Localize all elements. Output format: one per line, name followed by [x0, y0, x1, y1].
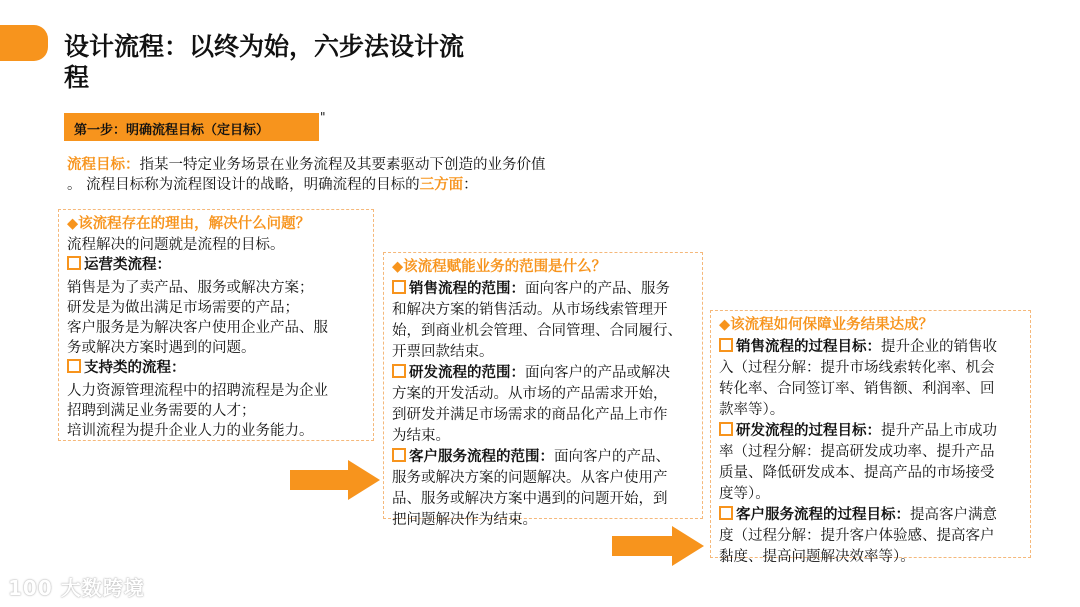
intro-term: 流程目标：	[67, 157, 140, 173]
section-title	[719, 507, 910, 523]
section-title-text: 客户服务流程的过程目标：	[736, 507, 910, 523]
section-body: 提升产品上市成功 率（过程分解：提高研发成功率、提升产品 质量、降低研发成本、提高产品的市场接受 度等）。	[719, 423, 997, 502]
section-body: 提升企业的销售收 入（过程分解：提升市场线索转化率、机会 转化率、合同签订率、销售额、利润率、回 款率等）。	[719, 339, 997, 418]
section-body: 面向客户的产品或解决 方案的开发活动。从市场的产品需求开始， 到研发并满足市场需求的商品化产品上市作 为结束。	[392, 365, 670, 444]
outcome-heading: ◆该流程如何保障业务结果达成？	[719, 317, 934, 333]
section-body: 人力资源管理流程中的招聘流程是为企业 招聘到满足业务需要的人才； 培训流程为提升企业人力的业务能力。	[67, 383, 328, 439]
checkbox-square-icon	[67, 256, 81, 270]
section	[392, 446, 694, 530]
section-body: 提高客户满意 度（过程分解：提升客户体验感、提高客户 黏度、提高问题解决效率等）。	[719, 507, 997, 565]
intro-highlight: 三方面	[419, 177, 464, 193]
intro-text-1: 指某一特定业务场景在业务流程及其要素驱动下创造的业务价值	[139, 157, 546, 173]
reason-lead: 流程解决的问题就是流程的目标。	[67, 237, 285, 253]
section-body: 面向客户的产品、 服务或解决方案的问题解决。从客户使用产 品、服务或解决方案中遇到的问题开始，到 把问题解决作为结束。	[392, 449, 670, 528]
section-title	[719, 339, 881, 355]
checkbox-square-icon	[719, 506, 733, 520]
checkbox-square-icon	[719, 422, 733, 436]
section-body: 销售是为了卖产品、服务或解决方案； 研发是为做出满足市场需要的产品； 客户服务是为解决客户使用企业产品、服 务或解决方案时遇到的问题。	[67, 280, 328, 356]
section	[719, 504, 1022, 567]
scope-box	[383, 252, 703, 528]
reason-box	[58, 209, 374, 441]
section-title	[719, 423, 881, 439]
section-title-text: 运营类流程：	[84, 257, 171, 273]
logo-text: 大数跨境	[60, 576, 145, 600]
section-title-text: 支持类的流程：	[84, 360, 186, 376]
section-title	[67, 358, 365, 378]
checkbox-square-icon	[67, 359, 81, 373]
brand-logo	[8, 572, 145, 601]
section-title	[392, 281, 525, 297]
reason-heading: ◆该流程存在的理由，解决什么问题？	[67, 216, 311, 232]
step-label	[64, 113, 319, 141]
section-title	[392, 449, 554, 465]
intro-paragraph	[67, 155, 627, 195]
section	[719, 420, 1022, 504]
intro-text-2: 。 流程目标称为流程图设计的战略，明确流程的目标的	[67, 177, 420, 193]
section-title-text: 研发流程的过程目标：	[736, 423, 881, 439]
section-body: 面向客户的产品、服务 和解决方案的销售活动。从市场线索管理开 始，到商业机会管理、合同管理、合同履行、 开票回款结束。	[392, 281, 682, 360]
section	[392, 278, 694, 362]
section	[719, 336, 1022, 420]
page-title: 设计流程：以终为始，六步法设计流 程	[64, 32, 465, 92]
title-accent-tab	[0, 25, 48, 61]
outcome-box	[710, 310, 1031, 565]
step-label-text: 第一步：明确流程目标（定目标）	[74, 123, 270, 138]
checkbox-square-icon	[392, 448, 406, 462]
section-title	[392, 365, 525, 381]
right-arrow-icon	[612, 526, 704, 566]
scope-heading: ◆该流程赋能业务的范围是什么？	[392, 259, 607, 275]
section-title-text: 销售流程的范围：	[409, 281, 525, 297]
right-arrow-icon	[290, 460, 380, 500]
checkbox-square-icon	[719, 338, 733, 352]
checkbox-square-icon	[392, 280, 406, 294]
checkbox-square-icon	[392, 364, 406, 378]
intro-text-3: ：	[463, 177, 478, 193]
section-title-text: 客户服务流程的范围：	[409, 449, 554, 465]
section-title	[67, 255, 365, 275]
section	[392, 362, 694, 446]
section-title-text: 研发流程的范围：	[409, 365, 525, 381]
section-title-text: 销售流程的过程目标：	[736, 339, 881, 355]
quote-mark: "	[320, 110, 326, 124]
logo-mark: 100	[8, 576, 53, 600]
